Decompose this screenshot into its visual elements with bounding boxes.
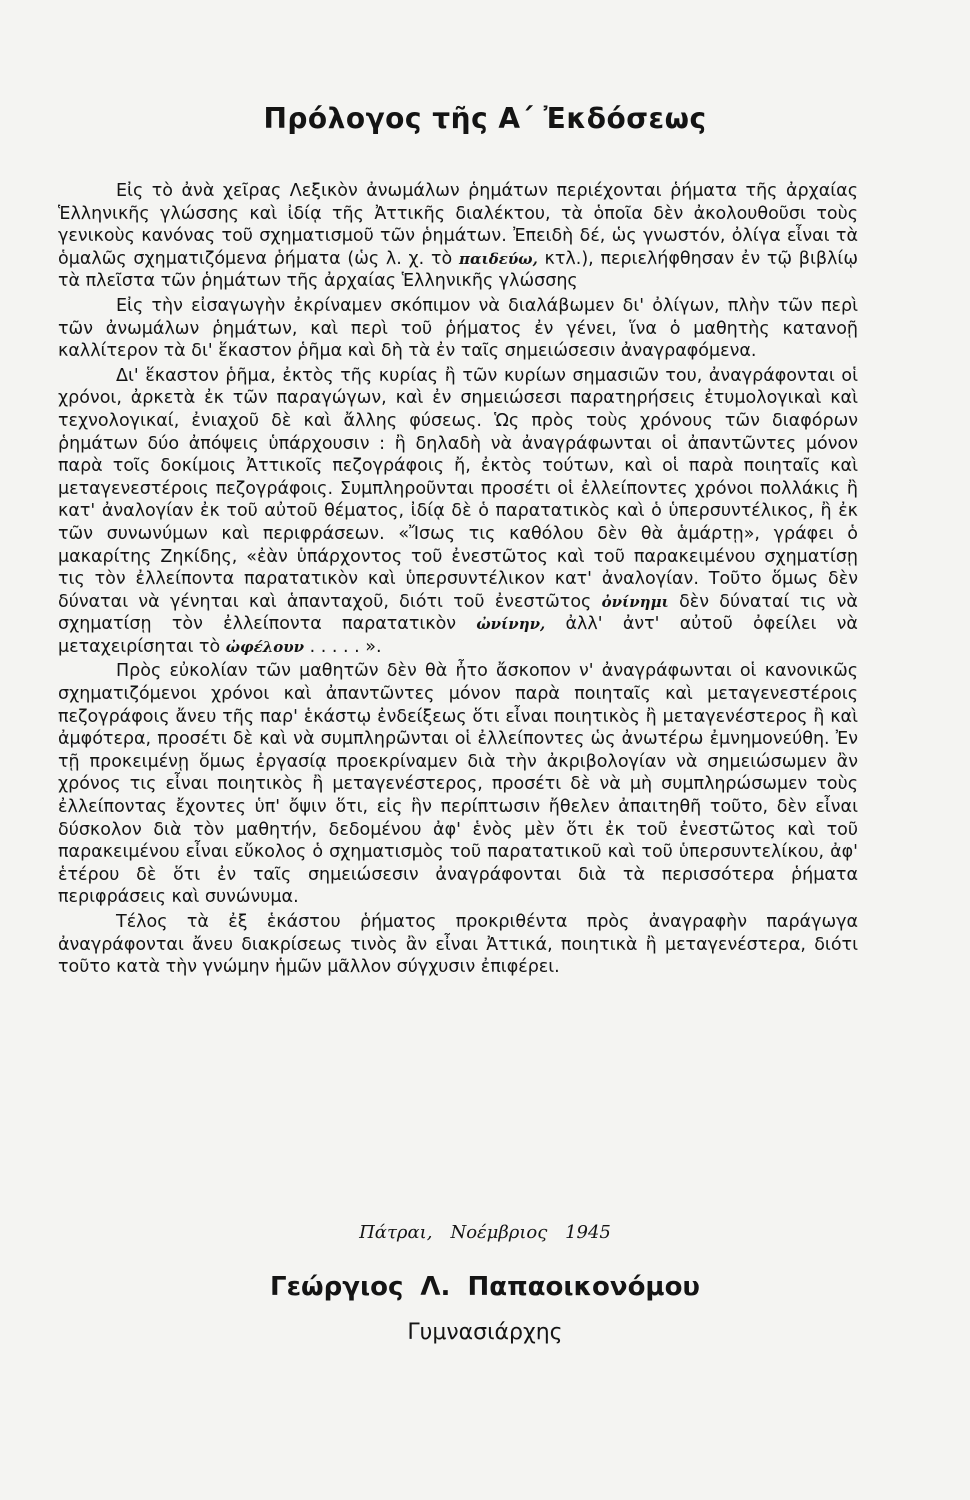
paragraph-text: ἀλλ' ἀντ' αὐτοῦ ὀφείλει νὰ μεταχειρίσηται τὸ bbox=[58, 614, 858, 657]
paragraph-4 bbox=[58, 660, 858, 909]
italic-word: ὠνίνην, bbox=[476, 615, 546, 634]
paragraph-text: Εἰς τὸ ἀνὰ χεῖρας Λεξικὸν ἀνωμάλων ῥημάτων περιέχονται ῥήματα τῆς ἀρχαίας Ἑλληνικῆς γλώσσης καὶ ἰδίᾳ τῆς Ἀττικῆς διαλέκτου, τὰ ὁποῖα δὲν ἀκολουθοῦσι τοὺς γενικοὺς κανόνας τοῦ σχηματισμοῦ τῶν ῥημάτων. Ἐπειδὴ δέ, ὡς γνωστόν, ὀλίγα εἶναι τὰ ὁμαλῶς σχηματιζόμενα ῥήματα (ὡς λ. χ. τὸ bbox=[58, 181, 858, 269]
italic-word: ὀνίνημι bbox=[601, 592, 669, 611]
paragraph-1 bbox=[58, 180, 858, 293]
paragraph-text: κτλ.), περιελήφθησαν ἐν τῷ βιβλίῳ τὰ πλεῖστα τῶν ῥημάτων τῆς ἀρχαίας Ἑλληνικῆς γλώσσης bbox=[58, 248, 858, 292]
preface-body bbox=[58, 180, 858, 981]
paragraph-text: Εἰς τὴν εἰσαγωγὴν ἐκρίναμεν σκόπιμον νὰ διαλάβωμεν δι' ὀλίγων, πλὴν τῶν περὶ τῶν ἀνωμάλων ῥημάτων, καὶ περὶ τοῦ ῥήματος ἐν γένει, ἵνα ὁ μαθητὴς κατανοῇ καλλίτερον τὰ δι' ἕκαστον ῥῆμα καὶ δὴ τὰ ἐν ταῖς σημειώσεσιν ἀναγραφόμενα. bbox=[58, 295, 858, 362]
paragraph-5 bbox=[58, 911, 858, 979]
page-title: Πρόλογος τῆς Α΄ Ἐκδόσεως bbox=[263, 102, 707, 135]
paragraph-text: Δι' ἕκαστον ῥῆμα, ἐκτὸς τῆς κυρίας ἢ τῶν κυρίων σημασιῶν του, ἀναγράφονται οἱ χρόνοι, ἀρκετὰ ἐκ τῶν παραγώγων, καὶ ἐν σημειώσεσι παρατηρήσεις ἐτυμολογικαὶ καὶ τεχνολογικαί, ἐνιαχοῦ δὲ καὶ ἄλλης φύσεως. Ὡς πρὸς τοὺς χρόνους τῶν διαφόρων ῥημάτων δύο ἀπόψεις ὑπάρχουσιν : ἢ δηλαδὴ νὰ ἀναγράφωνται οἱ ἀπαντῶντες μόνον παρὰ τοῖς δοκίμοις Ἀττικοῖς πεζογράφοις ἤ, ἐκτὸς τούτων, καὶ οἱ παρὰ ποιηταῖς καὶ μεταγενεστέροις πεζογράφοις. Συμπληροῦνται προσέτι οἱ ἐλλείποντες χρόνοι πολλάκις ἢ κατ' ἀναλογίαν ἐκ τοῦ αὐτοῦ θέματος, ἰδίᾳ δὲ ὁ παρατατικὸς καὶ ὁ ὑπερσυντέλικος, ἢ ἐκ τῶν συνωνύμων καὶ περιφράσεων. «Ἴσως τις καθόλου δὲν θὰ ἁμάρτῃ», γράφει ὁ μακαρίτης Ζηκίδης, «ἐὰν ὑπάρχοντος τοῦ ἐνεστῶτος καὶ τοῦ παρακειμένου σχηματίσῃ τις τὸν ἐλλείποντα παρατατικὸν καὶ ὑπερσυντέλικον κατ' ἀναλογίαν. Τοῦτο ὅμως δὲν δύναται νὰ γένηται καὶ ἁπανταχοῦ, διότι τοῦ ἐνεστῶτος bbox=[58, 365, 858, 612]
paragraph-text: Πρὸς εὐκολίαν τῶν μαθητῶν δὲν θὰ ἦτο ἄσκοπον ν' ἀναγράφωνται οἱ κανονικῶς σχηματιζόμενοι χρόνοι καὶ ἀπαντῶντες μόνον παρὰ ποιηταῖς καὶ μεταγενεστέροις πεζογράφοις ἄνευ τῆς παρ' ἑκάστῳ ἐνδείξεως ὅτι εἶναι ποιητικὸς ἢ μεταγενέστερος ἢ καὶ ἀμφότερα, προσέτι δὲ καὶ νὰ συμπληρῶνται οἱ ἐλλείποντες ὡς ἀνωτέρω ἐμνημονεύθη. Ἐν τῇ προκειμένῃ ὅμως ἐργασίᾳ προεκρίναμεν διὰ τὴν ἀκριβολογίαν νὰ σημειώσωμεν ἂν χρόνος τις εἶναι ποιητικὸς ἢ μεταγενέστερος, προσέτι δὲ νὰ μὴ συμπληρώσωμεν τοὺς ἐλλείποντας ἔχοντες ὑπ' ὄψιν ὅτι, εἰς ἣν περίπτωσιν ἤθελεν ἀπαιτηθῆ τοῦτο, δὲν εἶναι δύσκολον διὰ τὸν μαθητήν, δεδομένου ἀφ' ἑνὸς μὲν ὅτι ἐκ τοῦ ἐνεστῶτος καὶ τοῦ παρακειμένου εἶναι εὔκολος ὁ σχηματισμὸς τοῦ παρατατικοῦ καὶ τοῦ ὑπερσυντελίκου, ἀφ' ἑτέρου δὲ ὅτι ἐν ταῖς σημειώσεσιν ἀναγράφονται διὰ τὰ περισσότερα ῥήματα περιφράσεις καὶ συνώνυμα. bbox=[58, 661, 858, 908]
place: Πάτραι, bbox=[359, 1222, 433, 1243]
paragraph-text: δὲν δύναταί τις νὰ σχηματίσῃ τὸν ἐλλείποντα παρατατικὸν bbox=[58, 591, 858, 635]
paragraph-2 bbox=[58, 295, 858, 363]
date: Νοέμβριος 1945 bbox=[450, 1222, 611, 1243]
paragraph-3 bbox=[58, 365, 858, 659]
paragraph-text: . . . . . ». bbox=[309, 636, 382, 657]
italic-word: ὠφέλουν bbox=[225, 637, 305, 656]
paragraph-text: Τέλος τὰ ἐξ ἑκάστου ῥήματος προκριθέντα πρὸς ἀναγραφὴν παράγωγα ἀναγράφονται ἄνευ διακρίσεως τινὸς ἂν εἶναι Ἀττικά, ποιητικὰ ἢ μεταγενέστερα, διότι τοῦτο κατὰ τὴν γνώμην ἡμῶν μᾶλλον σύγχυσιν ἐπιφέρει. bbox=[58, 912, 858, 978]
italic-word: παιδεύω, bbox=[458, 249, 538, 268]
author-role: Γυμνασιάρχης bbox=[407, 1320, 563, 1345]
author-name: Γεώργιος Λ. Παπαοικονόμου bbox=[270, 1272, 700, 1302]
place-date bbox=[0, 1222, 970, 1243]
